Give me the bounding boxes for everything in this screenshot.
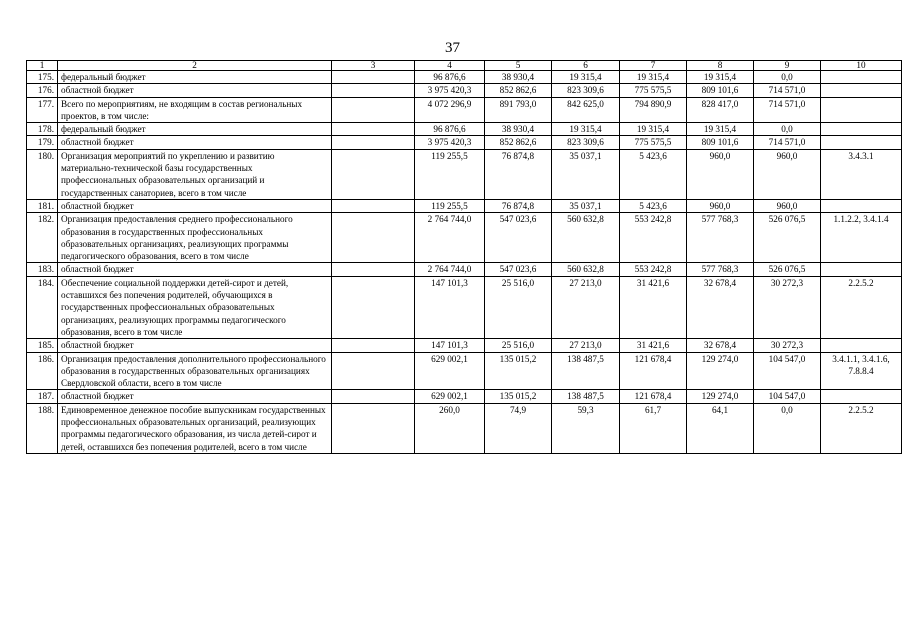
cell-value-col6: 842 625,0 [552, 97, 620, 123]
table-header-row [27, 61, 902, 71]
cell-value-col8: 828 417,0 [687, 97, 754, 123]
cell-value-col7: 794 890,9 [620, 97, 687, 123]
row-number: 187. [27, 390, 58, 403]
table-row [27, 403, 902, 453]
cell-value-col9: 714 571,0 [754, 84, 821, 97]
cell-value-col6: 138 487,5 [552, 352, 620, 390]
cell-value-col4: 96 876,6 [415, 123, 485, 136]
cell-value-col6: 560 632,8 [552, 263, 620, 276]
cell-value-col8: 809 101,6 [687, 84, 754, 97]
row-number: 182. [27, 213, 58, 263]
cell-value-col5: 547 023,6 [485, 263, 552, 276]
cell-value-col9: 30 272,3 [754, 276, 821, 338]
row-number: 176. [27, 84, 58, 97]
row-col3 [332, 352, 415, 390]
cell-value-col6: 19 315,4 [552, 123, 620, 136]
column-header: 3 [332, 61, 415, 71]
cell-value-col4: 119 255,5 [415, 199, 485, 212]
cell-value-col4: 2 764 744,0 [415, 213, 485, 263]
cell-value-col7: 61,7 [620, 403, 687, 453]
cell-value-col5: 547 023,6 [485, 213, 552, 263]
column-header: 2 [58, 61, 332, 71]
cell-value-col7: 19 315,4 [620, 71, 687, 84]
cell-value-col8: 129 274,0 [687, 390, 754, 403]
cell-value-col9: 104 547,0 [754, 352, 821, 390]
table-row [27, 390, 902, 403]
row-number: 188. [27, 403, 58, 453]
row-reference-code: 2.2.5.2 [821, 403, 902, 453]
table-row [27, 97, 902, 123]
cell-value-col4: 147 101,3 [415, 339, 485, 352]
cell-value-col5: 74,9 [485, 403, 552, 453]
cell-value-col8: 960,0 [687, 199, 754, 212]
cell-value-col4: 2 764 744,0 [415, 263, 485, 276]
cell-value-col9: 526 076,5 [754, 213, 821, 263]
cell-value-col6: 138 487,5 [552, 390, 620, 403]
cell-value-col4: 4 072 296,9 [415, 97, 485, 123]
cell-value-col5: 852 862,6 [485, 84, 552, 97]
row-number: 178. [27, 123, 58, 136]
cell-value-col9: 30 272,3 [754, 339, 821, 352]
row-reference-code [821, 123, 902, 136]
cell-value-col8: 577 768,3 [687, 263, 754, 276]
table-row [27, 123, 902, 136]
row-number: 179. [27, 136, 58, 149]
cell-value-col6: 59,3 [552, 403, 620, 453]
cell-value-col5: 852 862,6 [485, 136, 552, 149]
cell-value-col4: 96 876,6 [415, 71, 485, 84]
cell-value-col5: 25 516,0 [485, 276, 552, 338]
column-header: 1 [27, 61, 58, 71]
cell-value-col6: 823 309,6 [552, 84, 620, 97]
cell-value-col6: 27 213,0 [552, 276, 620, 338]
row-reference-code: 2.2.5.2 [821, 276, 902, 338]
row-number: 183. [27, 263, 58, 276]
row-number: 180. [27, 149, 58, 199]
row-col3 [332, 199, 415, 212]
cell-value-col5: 76 874,8 [485, 149, 552, 199]
cell-value-col4: 3 975 420,3 [415, 136, 485, 149]
row-col3 [332, 403, 415, 453]
table-row [27, 339, 902, 352]
cell-value-col5: 135 015,2 [485, 352, 552, 390]
row-name: Обеспечение социальной поддержки детей-сирот и детей, оставшихся без попечения родителей, обучающихся в государственных профессиональных образовательных организациях, реализующих программы педагогического образования, всего в том числе [58, 276, 332, 338]
table-row [27, 199, 902, 212]
row-reference-code [821, 97, 902, 123]
cell-value-col5: 38 930,4 [485, 123, 552, 136]
row-name: Организация мероприятий по укреплению и развитию материально-технической базы государственных профессиональных образовательных организаций и государственных санаториев, всего в том числе [58, 149, 332, 199]
column-header: 6 [552, 61, 620, 71]
page-number: 37 [445, 40, 460, 56]
row-name: Организация предоставления среднего профессионального образования в государственных профессиональных образовательных организациях, реализующих программы педагогического образования, всего в том числе [58, 213, 332, 263]
row-name: областной бюджет [58, 263, 332, 276]
table-row [27, 149, 902, 199]
cell-value-col4: 3 975 420,3 [415, 84, 485, 97]
cell-value-col9: 960,0 [754, 149, 821, 199]
row-reference-code [821, 339, 902, 352]
table-row [27, 352, 902, 390]
row-name: Единовременное денежное пособие выпускникам государственных профессиональных образовательных организаций, реализующих программы педагогического образования, из числа детей-сирот и детей, оставшихся без попечения родителей, всего в том числе [58, 403, 332, 453]
row-number: 181. [27, 199, 58, 212]
row-col3 [332, 149, 415, 199]
cell-value-col8: 809 101,6 [687, 136, 754, 149]
row-col3 [332, 136, 415, 149]
cell-value-col7: 31 421,6 [620, 276, 687, 338]
column-header: 7 [620, 61, 687, 71]
row-number: 186. [27, 352, 58, 390]
cell-value-col7: 775 575,5 [620, 84, 687, 97]
cell-value-col8: 960,0 [687, 149, 754, 199]
cell-value-col9: 104 547,0 [754, 390, 821, 403]
cell-value-col9: 0,0 [754, 123, 821, 136]
row-col3 [332, 84, 415, 97]
cell-value-col7: 553 242,8 [620, 263, 687, 276]
row-reference-code [821, 84, 902, 97]
row-name: областной бюджет [58, 390, 332, 403]
cell-value-col8: 19 315,4 [687, 123, 754, 136]
cell-value-col8: 19 315,4 [687, 71, 754, 84]
row-col3 [332, 390, 415, 403]
table-row [27, 213, 902, 263]
row-col3 [332, 339, 415, 352]
cell-value-col6: 35 037,1 [552, 149, 620, 199]
row-name: областной бюджет [58, 136, 332, 149]
row-number: 184. [27, 276, 58, 338]
cell-value-col7: 19 315,4 [620, 123, 687, 136]
cell-value-col8: 32 678,4 [687, 339, 754, 352]
cell-value-col7: 775 575,5 [620, 136, 687, 149]
cell-value-col5: 135 015,2 [485, 390, 552, 403]
cell-value-col9: 526 076,5 [754, 263, 821, 276]
row-name: областной бюджет [58, 199, 332, 212]
column-header: 8 [687, 61, 754, 71]
row-col3 [332, 263, 415, 276]
row-reference-code [821, 71, 902, 84]
row-col3 [332, 71, 415, 84]
table-row [27, 71, 902, 84]
cell-value-col4: 629 002,1 [415, 352, 485, 390]
cell-value-col9: 0,0 [754, 403, 821, 453]
table-row [27, 136, 902, 149]
cell-value-col4: 119 255,5 [415, 149, 485, 199]
cell-value-col8: 129 274,0 [687, 352, 754, 390]
column-header: 10 [821, 61, 902, 71]
table-row [27, 263, 902, 276]
row-name: областной бюджет [58, 339, 332, 352]
cell-value-col8: 32 678,4 [687, 276, 754, 338]
row-col3 [332, 276, 415, 338]
column-header: 9 [754, 61, 821, 71]
row-reference-code [821, 390, 902, 403]
row-name: Всего по мероприятиям, не входящим в состав региональных проектов, в том числе: [58, 97, 332, 123]
cell-value-col8: 64,1 [687, 403, 754, 453]
row-reference-code [821, 136, 902, 149]
cell-value-col5: 25 516,0 [485, 339, 552, 352]
row-reference-code: 1.1.2.2, 3.4.1.4 [821, 213, 902, 263]
column-header: 5 [485, 61, 552, 71]
row-name: федеральный бюджет [58, 71, 332, 84]
cell-value-col5: 38 930,4 [485, 71, 552, 84]
cell-value-col7: 31 421,6 [620, 339, 687, 352]
row-reference-code [821, 263, 902, 276]
cell-value-col5: 76 874,8 [485, 199, 552, 212]
cell-value-col4: 147 101,3 [415, 276, 485, 338]
row-col3 [332, 97, 415, 123]
cell-value-col6: 560 632,8 [552, 213, 620, 263]
cell-value-col6: 35 037,1 [552, 199, 620, 212]
cell-value-col7: 553 242,8 [620, 213, 687, 263]
table-row [27, 276, 902, 338]
row-number: 177. [27, 97, 58, 123]
row-number: 185. [27, 339, 58, 352]
cell-value-col9: 714 571,0 [754, 97, 821, 123]
row-name: Организация предоставления дополнительного профессионального образования в государственных образовательных организациях Свердловской области, всего в том числе [58, 352, 332, 390]
cell-value-col8: 577 768,3 [687, 213, 754, 263]
cell-value-col7: 121 678,4 [620, 390, 687, 403]
row-reference-code [821, 199, 902, 212]
row-reference-code: 3.4.1.1, 3.4.1.6, 7.8.8.4 [821, 352, 902, 390]
cell-value-col4: 629 002,1 [415, 390, 485, 403]
cell-value-col5: 891 793,0 [485, 97, 552, 123]
cell-value-col9: 960,0 [754, 199, 821, 212]
row-col3 [332, 213, 415, 263]
cell-value-col9: 0,0 [754, 71, 821, 84]
column-header: 4 [415, 61, 485, 71]
row-col3 [332, 123, 415, 136]
row-name: федеральный бюджет [58, 123, 332, 136]
table-row [27, 84, 902, 97]
cell-value-col6: 27 213,0 [552, 339, 620, 352]
budget-table [26, 60, 902, 454]
row-name: областной бюджет [58, 84, 332, 97]
cell-value-col6: 823 309,6 [552, 136, 620, 149]
cell-value-col6: 19 315,4 [552, 71, 620, 84]
cell-value-col7: 5 423,6 [620, 199, 687, 212]
table-body [27, 71, 902, 454]
cell-value-col9: 714 571,0 [754, 136, 821, 149]
row-reference-code: 3.4.3.1 [821, 149, 902, 199]
row-number: 175. [27, 71, 58, 84]
cell-value-col4: 260,0 [415, 403, 485, 453]
cell-value-col7: 5 423,6 [620, 149, 687, 199]
cell-value-col7: 121 678,4 [620, 352, 687, 390]
